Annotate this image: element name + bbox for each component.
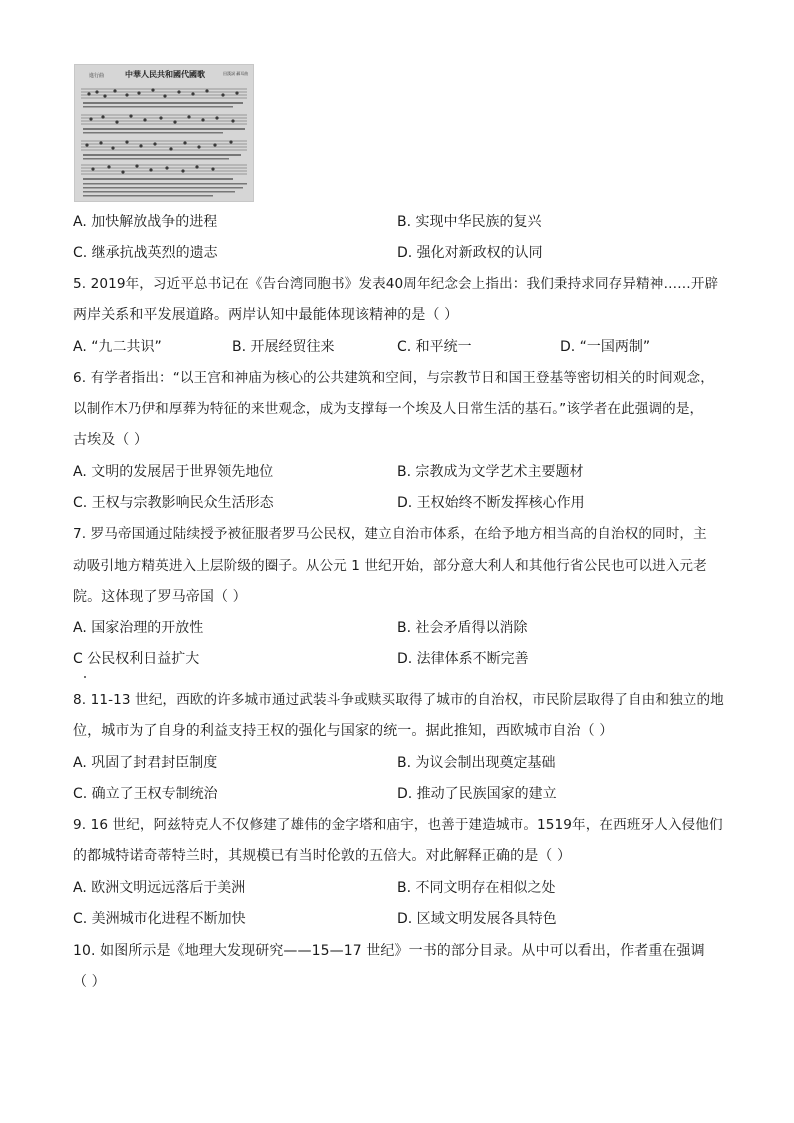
q10-stem-line-1: 10. 如图所示是《地理大发现研究——15—17 世纪》一书的部分目录。从中可以看出，作者重在强调 [73, 943, 705, 959]
q7-option-c: C 公民权利日益扩大 [73, 651, 200, 667]
q4-option-a: A. 加快解放战争的进程 [73, 214, 218, 230]
q9-option-c: C. 美洲城市化进程不断加快 [73, 911, 246, 927]
q9-stem-line-1: 9. 16 世纪，阿兹特克人不仅修建了雄伟的金字塔和庙宇，也善于建造城市。1519年，在西班牙人入侵他们 [73, 817, 723, 833]
q7-option-a: A. 国家治理的开放性 [73, 620, 204, 636]
scan-speck [84, 676, 86, 678]
q5-option-c: C. 和平统一 [397, 339, 472, 355]
score-right-mark: 田漢詞 聶耳曲 [223, 71, 249, 76]
q4-option-b: B. 实现中华民族的复兴 [397, 214, 542, 230]
score-title: 中華人民共和國代國歌 [125, 70, 205, 79]
q9-option-b: B. 不同文明存在相似之处 [397, 880, 556, 896]
q9-option-a: A. 欧洲文明远远落后于美洲 [73, 880, 246, 896]
q7-stem-line-2: 动吸引地方精英进入上层阶级的圈子。从公元 1 世纪开始，部分意大利人和其他行省公民也可以进入元老 [73, 558, 707, 574]
q5-option-b: B. 开展经贸往来 [232, 339, 335, 355]
q5-option-a: A. “九二共识” [73, 339, 162, 355]
q4-option-c: C. 继承抗战英烈的遗志 [73, 245, 218, 261]
q7-stem-line-3: 院。这体现了罗马帝国（ ） [73, 589, 247, 605]
anthem-score-image [74, 64, 254, 202]
q6-option-a: A. 文明的发展居于世界领先地位 [73, 464, 274, 480]
q8-stem-line-2: 位，城市为了自身的利益支持王权的强化与国家的统一。据此推知，西欧城市自治（ ） [73, 723, 614, 739]
q7-option-d: D. 法律体系不断完善 [397, 651, 529, 667]
q6-option-d: D. 王权始终不断发挥核心作用 [397, 495, 585, 511]
q8-stem-line-1: 8. 11-13 世纪，西欧的许多城市通过武装斗争或赎买取得了城市的自治权，市民阶层取得了自由和独立的地 [73, 692, 724, 708]
q8-option-c: C. 确立了王权专制统治 [73, 786, 218, 802]
q7-option-b: B. 社会矛盾得以消除 [397, 620, 528, 636]
q9-option-d: D. 区域文明发展各具特色 [397, 911, 557, 927]
q5-stem-line-2: 两岸关系和平发展道路。两岸认知中最能体现该精神的是（ ） [73, 307, 459, 323]
q6-option-b: B. 宗教成为文学艺术主要题材 [397, 464, 584, 480]
q6-stem-line-3: 古埃及（ ） [73, 432, 149, 448]
q10-stem-line-2: （ ） [73, 974, 106, 990]
q8-option-d: D. 推动了民族国家的建立 [397, 786, 557, 802]
q6-stem-line-1: 6. 有学者指出：“以王宫和神庙为核心的公共建筑和空间，与宗教节日和国王登基等密切相关的时间观念， [73, 370, 714, 386]
q6-stem-line-2: 以制作木乃伊和厚葬为特征的来世观念，成为支撑每一个埃及人日常生活的基石。”该学者在此强调的是， [73, 401, 704, 417]
music-score-graphic [75, 65, 253, 201]
q5-stem-line-1: 5. 2019年，习近平总书记在《告台湾同胞书》发表40周年纪念会上指出：我们秉持求同存异精神……开辟 [73, 276, 719, 292]
q9-stem-line-2: 的都城特诺奇蒂特兰时，其规模已有当时伦敦的五倍大。对此解释正确的是（ ） [73, 848, 572, 864]
q4-option-d: D. 强化对新政权的认同 [397, 245, 543, 261]
q8-option-a: A. 巩固了封君封臣制度 [73, 755, 218, 771]
q8-option-b: B. 为议会制出现奠定基础 [397, 755, 556, 771]
q5-option-d: D. “一国两制” [560, 339, 651, 355]
q6-option-c: C. 王权与宗教影响民众生活形态 [73, 495, 274, 511]
q7-stem-line-1: 7. 罗马帝国通过陆续授予被征服者罗马公民权，建立自治市体系，在给予地方相当高的自治权的同时，主 [73, 526, 707, 542]
score-left-mark: 進行曲 [89, 73, 105, 79]
